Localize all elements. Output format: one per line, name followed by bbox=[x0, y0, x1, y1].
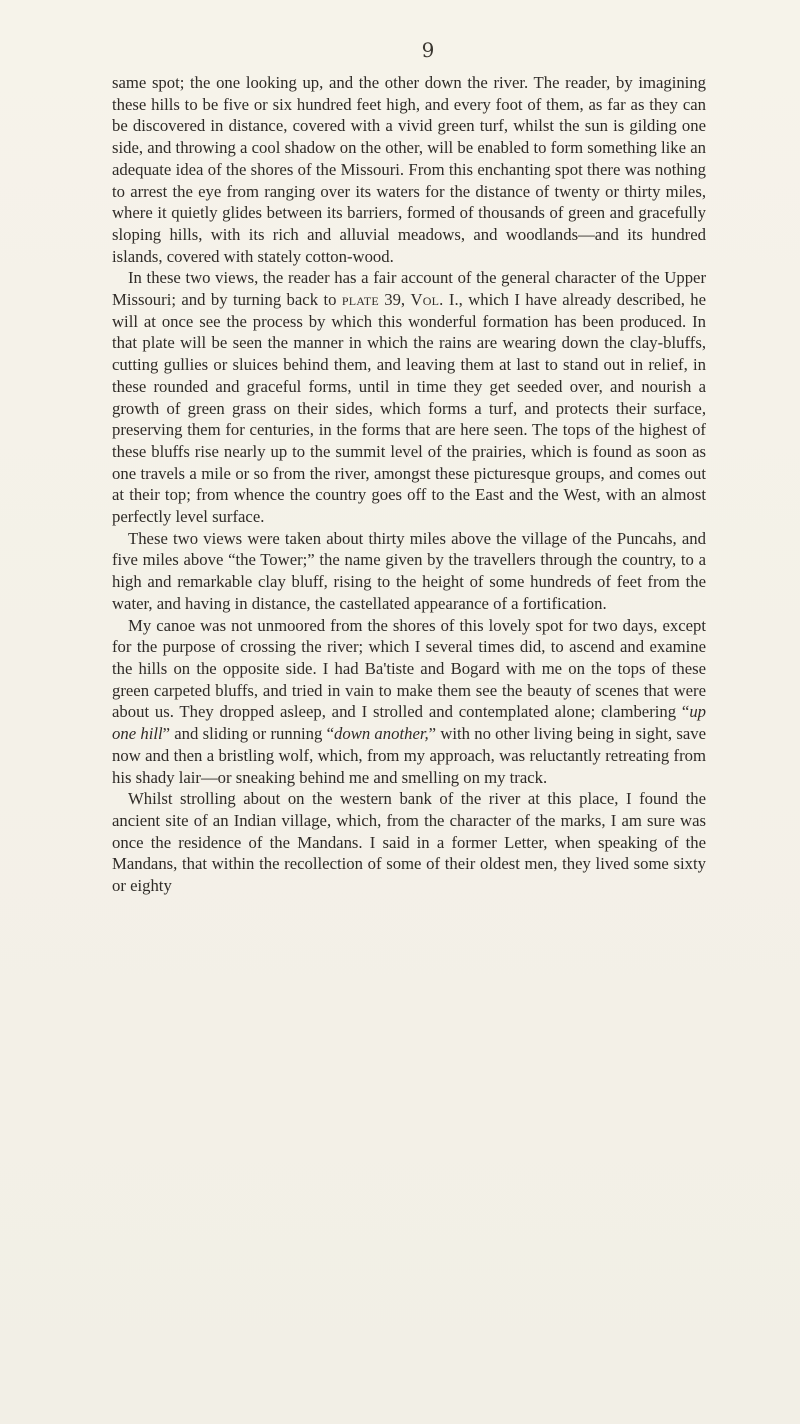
paragraph-3 bbox=[112, 528, 706, 615]
italic-phrase-down-another: down another, bbox=[334, 724, 429, 744]
paragraph-2-text-b: 39, bbox=[378, 290, 411, 310]
paragraph-2-text-a: In these two views, the reader has a fair account of the general character of the Upper Missouri; and by turning back to bbox=[112, 268, 706, 310]
plate-reference: plate bbox=[341, 290, 379, 310]
paragraph-1 bbox=[112, 72, 706, 267]
paragraph-4 bbox=[112, 615, 706, 789]
paragraph-2 bbox=[112, 267, 706, 527]
paragraph-1-text: same spot; the one looking up, and the other down the river. The reader, by imagining these hills to be five or six hundred feet high, and every foot of them, as far as they can be discovered in distance, covered with a vivid green turf, whilst the sun is gilding one side, and throwing a cool shadow on the other, will be enabled to form something like an adequate idea of the shores of the Missouri. From this enchanting spot there was nothing to arrest the eye from ranging over its waters for the distance of twenty or thirty miles, where it quietly glides between its barriers, formed of thousands of green and gracefully sloping hills, with its rich and alluvial meadows, and woodlands—and its hundred islands, covered with stately cotton-wood. bbox=[112, 73, 706, 266]
page-number: 9 bbox=[421, 38, 435, 62]
paragraph-2-text-c: I., which I have already described, he will at once see the process by which this wonderful formation has been produced. In that plate will be seen the manner in which the rains are wearing down the clay-bluffs, cutting gullies or sluices behind them, and leaving them at last to stand out in relief, in these rounded and graceful forms, until in time they get seeded over, and nourish a growth of green grass on their sides, which forms a turf, and protects their surface, preserving them for centuries, in the forms that are here seen. The tops of the highest of these bluffs rise nearly up to the summit level of the prairies, which is found as soon as one travels a mile or so from the river, amongst these picturesque groups, and comes out at their top; from whence the country goes off to the East and the West, with an almost perfectly level surface. bbox=[112, 290, 707, 527]
paragraph-4-text-b: ” and sliding or running “ bbox=[162, 724, 335, 744]
paragraph-5-text: Whilst strolling about on the western bank of the river at this place, I found the ancient site of an Indian village, which, from the character of the marks, I am sure was once the residence of the Mandans. I said in a former Letter, when speaking of the Mandans, that within the recollection of some of their oldest men, they lived some sixty or eighty bbox=[112, 789, 706, 896]
body-text bbox=[112, 72, 706, 897]
paragraph-4-text-c: ” with no other living being in sight, save now and then a bristling wolf, which, from my approach, was reluctantly retreating from his shady lair—or sneaking behind me and smelling on my track. bbox=[112, 724, 706, 787]
volume-reference: Vol. bbox=[410, 290, 444, 310]
paragraph-3-text: These two views were taken about thirty miles above the village of the Puncahs, and five miles above “the Tower;” the name given by the travellers through the country, to a high and remarkable clay bluff, rising to the height of some hundreds of feet from the water, and having in distance, the castellated appearance of a fortification. bbox=[112, 528, 706, 613]
paragraph-5 bbox=[112, 788, 706, 897]
paragraph-4-text-a: My canoe was not unmoored from the shores of this lovely spot for two days, except for the purpose of crossing the river; which I several times did, to ascend and examine the hills on the opposite side. I had Ba'tiste and Bogard with me on the tops of these green carpeted bluffs, and tried in vain to make them see the beauty of scenes that were about us. They dropped asleep, and I strolled and contemplated alone; clambering “ bbox=[112, 615, 706, 722]
italic-phrase-up-one-hill: up one hill bbox=[112, 702, 706, 744]
